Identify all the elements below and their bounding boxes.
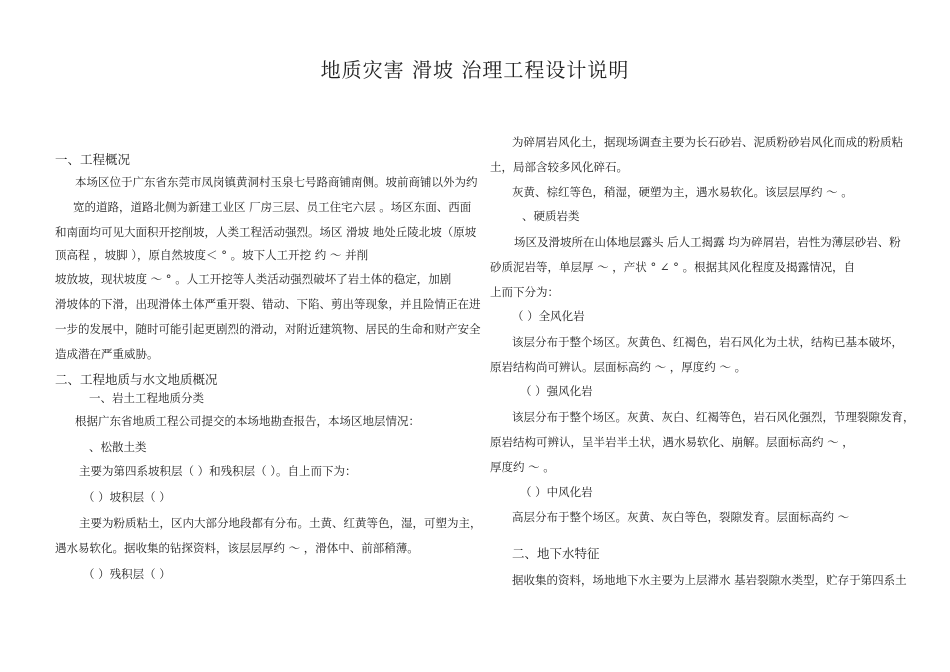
paragraph-line: 为碎屑岩风化土，据现场调查主要为长石砂岩、泥质粉砂岩风化而成的粉质粘 <box>512 135 903 149</box>
paragraph-line: 该层分布于整个场区。灰黄色、红褐色，岩石风化为土状，结构已基本破坏， <box>512 335 903 349</box>
paragraph-line: 灰黄、棕红等色，稍湿，硬塑为主，遇水易软化。该层层厚约 ～ 。 <box>512 185 853 199</box>
document-title: 地质灾害 滑坡 治理工程设计说明 <box>320 58 630 82</box>
section-heading: 二、地下水特征 <box>512 546 600 561</box>
section-heading: 一、工程概况 <box>55 152 131 167</box>
paragraph-line: 主要为第四系坡积层（ ）和残积层（ ）。自上而下为： <box>79 464 357 478</box>
paragraph-line: 上而下分为： <box>490 285 559 299</box>
paragraph-line: 造成潜在严重威胁。 <box>55 347 159 361</box>
paragraph-line: 根据广东省地质工程公司提交的本场地勘查报告，本场区地层情况： <box>75 414 420 428</box>
subsection-heading: 、硬质岩类 <box>522 209 580 223</box>
paragraph-line: 一步的发展中，随时可能引起更剧烈的滑动，对附近建筑物、居民的生命和财产安全 <box>55 322 481 336</box>
paragraph-line: 本场区位于广东省东莞市凤岗镇黄洞村玉泉七号路商铺南侧。坡前商铺以外为约 <box>75 175 478 189</box>
paragraph-line: 滑坡体的下滑，出现滑体土体严重开裂、错动、下陷、剪出等现象，并且险情正在进 <box>55 297 481 311</box>
subsection-heading: 、松散土类 <box>89 440 147 454</box>
paragraph-line: 和南面均可见大面积开挖削坡，人类工程活动强烈。场区 滑坡 地处丘陵北坡（原坡 <box>55 225 477 239</box>
paragraph-line: 厚度约 ～ 。 <box>490 460 555 474</box>
paragraph-line: 主要为粉质粘土，区内大部分地段都有分布。土黄、红黄等色，湿，可塑为主， <box>79 516 482 530</box>
paragraph-line: 高层分布于整个场区。灰黄、灰白等色，裂隙发育。层面标高约 ～ <box>512 510 850 524</box>
paragraph-line: 原岩结构尚可辨认。层面标高约 ～ ，厚度约 ～ 。 <box>490 360 747 374</box>
paragraph-line: 遇水易软化。据收集的钻探资料，该层层厚约 ～ ，滑体中、前部稍薄。 <box>55 541 419 555</box>
subsection-heading: 一、岩土工程地质分类 <box>89 391 204 405</box>
paragraph-line: 土，局部含较多风化碎石。 <box>490 160 628 174</box>
subsection-heading: （ ）全风化岩 <box>512 309 585 323</box>
paragraph-line: 场区及滑坡所在山体地层露头 后人工揭露 均为碎屑岩，岩性为薄层砂岩、粉 <box>514 235 901 249</box>
paragraph-line: 宽的道路，道路北侧为新建工业区 厂房三层、员工住宅六层 。场区东面、西面 <box>73 200 472 214</box>
paragraph-line: 坡放坡，现状坡度 ～ ° 。人工开挖等人类活动强烈破坏了岩土体的稳定，加剧 <box>55 272 452 286</box>
subsection-heading: （ ）强风化岩 <box>520 384 593 398</box>
paragraph-line: 据收集的资料，场地地下水主要为上层滞水 基岩裂隙水类型，贮存于第四系土 <box>512 573 907 587</box>
subsection-heading: （ ）残积层（ ） <box>83 567 171 581</box>
paragraph-line: 原岩结构可辨认，呈半岩半土状，遇水易软化、崩解。层面标高约 ～ ， <box>490 435 854 449</box>
paragraph-line: 该层分布于整个场区。灰黄、灰白、红褐等色，岩石风化强烈，节理裂隙发育， <box>512 410 915 424</box>
paragraph-line: 砂质泥岩等，单层厚 ～ ，产状 ° ∠ ° 。根据其风化程度及揭露情况，自 <box>490 260 856 274</box>
section-heading: 二、工程地质与水文地质概况 <box>55 372 218 387</box>
subsection-heading: （ ）坡积层（ ） <box>83 490 171 504</box>
subsection-heading: （ ）中风化岩 <box>520 485 593 499</box>
paragraph-line: 顶高程 ，坡脚 ），原自然坡度＜ ° 。坡下人工开挖 约 ～ 并削 <box>55 248 369 262</box>
